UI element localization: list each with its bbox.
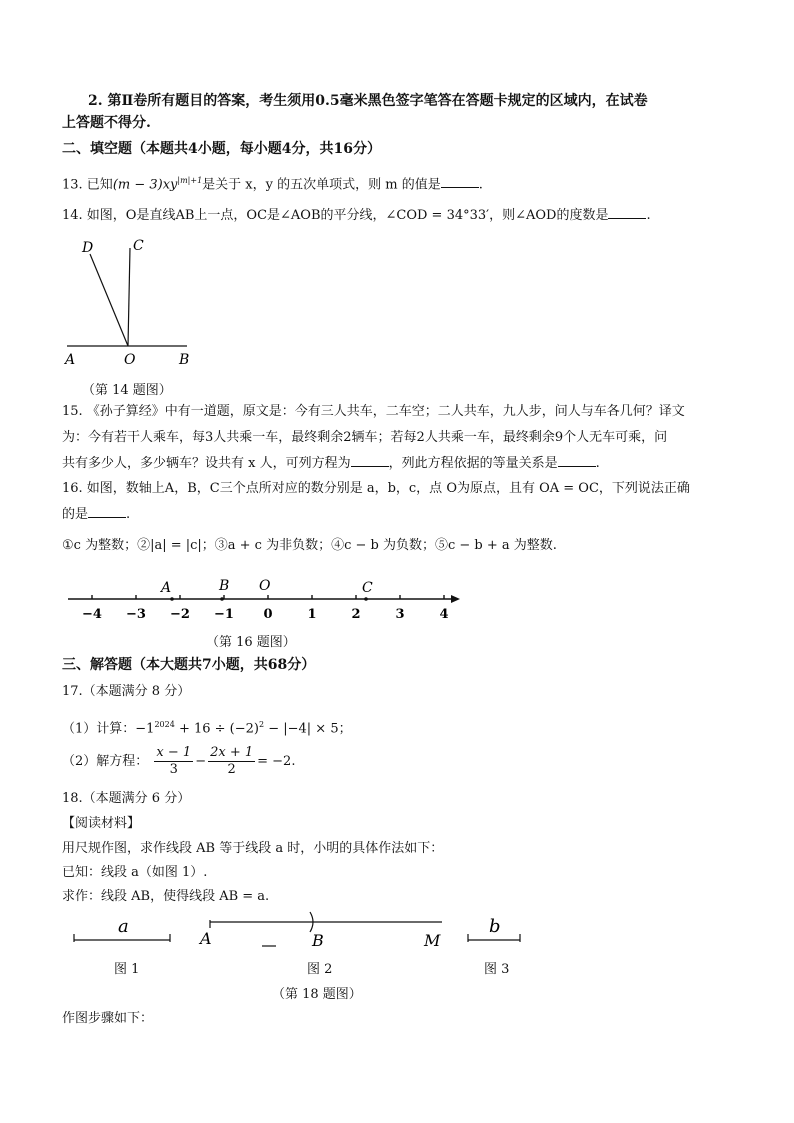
segment-a-label: a xyxy=(118,916,129,937)
ray-oc xyxy=(128,248,130,346)
fig2-label-m: M xyxy=(424,931,441,950)
figure-3-caption: 图 3 xyxy=(484,962,510,977)
q18-line1: 用尺规作图，求作线段 AB 等于线段 a 时，小明的具体作法如下： xyxy=(62,841,444,856)
q13-prefix: 13. 已知 xyxy=(62,177,113,193)
tick-label: −2 xyxy=(170,607,190,622)
q18-head: 18.（本题满分 6 分） xyxy=(62,791,191,806)
figure-18-3 xyxy=(464,914,526,948)
ray-od xyxy=(90,254,128,346)
label-c: C xyxy=(133,238,144,254)
figure-16-caption: （第 16 题图） xyxy=(206,635,296,650)
q17-part1 xyxy=(62,716,352,738)
q15-line3a: 共有多少人，多少辆车？设共有 x 人，可列方程为 xyxy=(62,456,351,471)
q15-equation-blank[interactable] xyxy=(351,454,389,467)
tick-label: −4 xyxy=(82,607,102,622)
q17-p1-rest: + 16 ÷ (−2) xyxy=(174,721,259,737)
tick-label: 4 xyxy=(439,607,449,622)
tick-label: 1 xyxy=(307,607,317,622)
q15-line1: 15. 《孙子算经》中有一道题，原文是：今有三人共车，二车空；二人共车，九人步，问人与车各几何？译文 xyxy=(62,404,685,419)
q13-expr: (m − 3)xy xyxy=(112,177,178,193)
figure-14 xyxy=(62,232,212,372)
label-o: O xyxy=(124,352,136,368)
q15-relation-blank[interactable] xyxy=(558,454,596,467)
q16-line2 xyxy=(62,505,130,524)
q13-suffix: 是关于 x，y 的五次单项式，则 m 的值是 xyxy=(202,177,441,193)
number-line-figure xyxy=(62,572,462,624)
q18-material: 【阅读材料】 xyxy=(62,816,141,831)
q17-minus: − xyxy=(195,754,207,769)
q14-end: . xyxy=(646,208,651,223)
question-13 xyxy=(62,172,483,194)
q17-head: 17.（本题满分 8 分） xyxy=(62,684,191,699)
q16-options: ①c 为整数；②|a| = |c|；③a + c 为非负数；④c − b 为负数；⑤c − b + a 为整数. xyxy=(62,538,557,553)
q15-line2: 为：今有若干人乘车，每3人共乘一车，最终剩余2辆车；若每2人共乘一车，最终剩余9个人无车可乘，问 xyxy=(62,430,668,445)
q17-p1-exp2: 2 xyxy=(258,720,265,729)
tick-label: −3 xyxy=(126,607,146,622)
section-2-title: 二、填空题（本题共4小题，每小题4分，共16分） xyxy=(62,141,381,157)
q14-answer-blank[interactable] xyxy=(608,206,646,219)
q15-line3b: ，列此方程依据的等量关系是 xyxy=(388,456,558,471)
point-o-label: O xyxy=(259,578,271,594)
q13-exponent: |m|+1 xyxy=(177,176,203,185)
point-a-dot xyxy=(170,597,174,601)
q16-line2b: . xyxy=(126,507,131,522)
figure-18-1 xyxy=(72,914,174,948)
q16-answer-blank[interactable] xyxy=(88,505,126,518)
q18-line3: 求作：线段 AB，使得线段 AB = a. xyxy=(62,889,270,904)
q17-f1-den: 3 xyxy=(169,762,178,777)
point-c-label: C xyxy=(362,580,373,596)
tick-label: 2 xyxy=(351,607,361,622)
fig2-label-b: B xyxy=(312,931,324,950)
section-3-title: 三、解答题（本大题共7小题，共68分） xyxy=(62,657,316,673)
question-14 xyxy=(62,206,651,225)
tick-label: −1 xyxy=(214,607,234,622)
label-a: A xyxy=(65,352,76,368)
figure-14-caption: （第 14 题图） xyxy=(82,383,172,398)
q17-fraction-2 xyxy=(208,745,255,778)
q16-line2a: 的是 xyxy=(62,507,89,522)
number-line-arrow xyxy=(451,595,460,603)
figure-18-2 xyxy=(196,910,456,958)
figure-1-caption: 图 1 xyxy=(114,962,140,977)
q15-line3c: . xyxy=(595,456,600,471)
q16-line1: 16. 如图，数轴上A，B，C三个点所对应的数分别是 a，b，c，点 O为原点，且有 OA = OC，下列说法正确 xyxy=(62,481,690,496)
segment-b-label: b xyxy=(489,916,501,937)
label-d: D xyxy=(82,240,94,256)
q17-f2-den: 2 xyxy=(227,762,236,777)
q15-line3 xyxy=(62,454,600,473)
fig2-label-a: A xyxy=(200,929,212,948)
figure-2-caption: 图 2 xyxy=(307,962,333,977)
q18-steps: 作图步骤如下： xyxy=(62,1011,154,1026)
q17-part2 xyxy=(62,745,295,778)
q17-p1-exp: 2024 xyxy=(154,720,175,729)
q17-p1-base: −1 xyxy=(135,721,155,737)
note-2-cont: 上答题不得分. xyxy=(62,115,151,131)
q17-p1-tail: − |−4| × 5； xyxy=(264,721,352,737)
point-b-dot xyxy=(220,597,224,601)
q17-p2-label: （2）解方程： xyxy=(62,754,149,769)
note-2: 2. 第Ⅱ卷所有题目的答案，考生须用0.5毫米黑色签字笔答在答题卡规定的区域内，在试卷 xyxy=(88,93,648,109)
point-b-label: B xyxy=(219,578,230,594)
q17-p1-label: （1）计算： xyxy=(62,721,136,737)
point-a-label: A xyxy=(161,580,172,596)
q17-fraction-1 xyxy=(154,745,193,778)
tick-label: 3 xyxy=(395,607,405,622)
q17-rhs: = −2. xyxy=(257,754,296,769)
tick-label: 0 xyxy=(263,607,273,622)
figure-18-caption: （第 18 题图） xyxy=(272,987,362,1002)
q17-f2-num: 2x + 1 xyxy=(210,745,254,760)
q17-f1-num: x − 1 xyxy=(156,745,192,760)
q13-end: . xyxy=(478,177,483,193)
label-b: B xyxy=(179,352,190,368)
q13-answer-blank[interactable] xyxy=(441,175,479,188)
q18-line2: 已知：线段 a（如图 1）. xyxy=(62,865,208,880)
point-c-dot xyxy=(364,597,368,601)
q14-text: 14. 如图，O是直线AB上一点，OC是∠AOB的平分线，∠COD = 34°33′，则∠AOD的度数是 xyxy=(62,208,609,223)
